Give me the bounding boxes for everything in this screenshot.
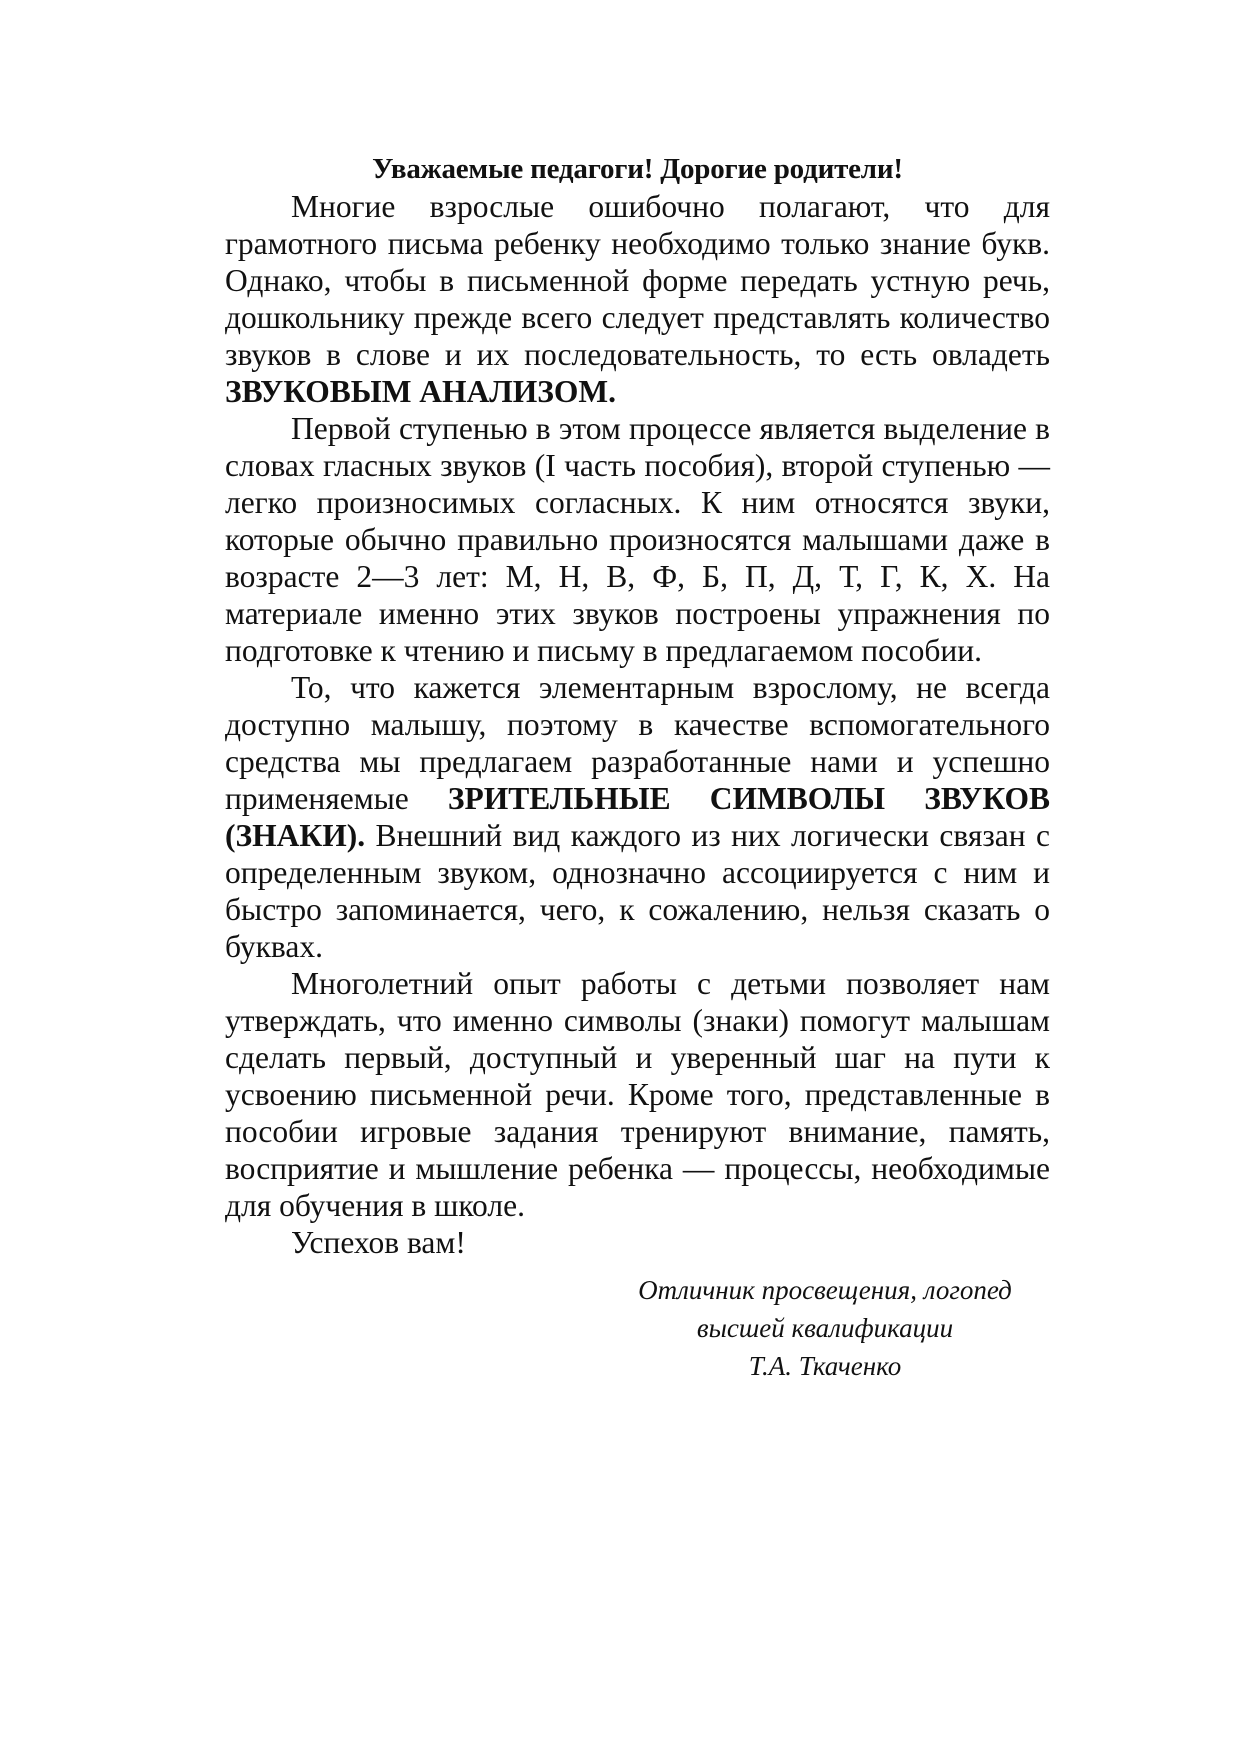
paragraph-4 — [225, 965, 1050, 1224]
signature-title: Отличник просвещения, логопед — [638, 1275, 1012, 1305]
paragraph-1 — [225, 188, 1050, 410]
closing-line: Успехов вам! — [291, 1225, 466, 1260]
paragraph-4-text: Многолетний опыт работы с детьми позволяет нам утверждать, что именно символы (знаки) помогут малышам сделать первый, доступный и уверенный шаг на пути к усвоению письменной речи. Кроме того, представленные в пособии игровые задания тренируют внимание, память, восприятие и мышление ребенка — процессы, необходимые для обучения в школе. — [225, 966, 1050, 1223]
paragraph-3-text: То, что кажется элементарным взрослому, не всегда доступно малышу, поэтому в качестве вспомогательного средства мы предлагаем разработанные нами и успешно применяемые — [225, 670, 1050, 816]
document-page — [225, 150, 1050, 1385]
paragraph-3-tail: Внешний вид каждого из них логически связан с определенным звуком, однозначно ассоциируется с ним и быстро запоминается, чего, к сожалению, нельзя сказать о буквах. — [225, 818, 1050, 964]
paragraph-3 — [225, 669, 1050, 965]
paragraph-2 — [225, 410, 1050, 669]
page-heading: Уважаемые педагоги! Дорогие родители! — [372, 153, 903, 185]
signature-author: Т.А. Ткаченко — [748, 1351, 902, 1381]
signature-block — [605, 1271, 1045, 1385]
paragraph-2-text: Первой ступенью в этом процессе является выделение в словах гласных звуков (I часть пособия), второй ступенью — легко произносимых согласных. К ним относятся звуки, которые обычно правильно произносятся малышами даже в возрасте 2—3 лет: М, Н, В, Ф, Б, П, Д, Т, Г, К, Х. На материале именно этих звуков построены упражнения по подготовке к чтению и письму в предлагаемом пособии. — [225, 411, 1050, 668]
paragraph-1-text: Многие взрослые ошибочно полагают, что для грамотного письма ребенку необходимо только знание букв. Однако, чтобы в письменной форме передать устную речь, дошкольнику прежде всего следует представлять количество звуков в слове и их последовательность, то есть овладеть — [225, 189, 1050, 372]
signature-qualification: высшей квалификации — [696, 1313, 954, 1343]
paragraph-1-bold: ЗВУКОВЫМ АНАЛИЗОМ. — [225, 374, 617, 409]
paragraph-3-bold: ЗРИТЕЛЬНЫЕ СИМВОЛЫ ЗВУКОВ (ЗНАКИ). — [225, 781, 1050, 853]
